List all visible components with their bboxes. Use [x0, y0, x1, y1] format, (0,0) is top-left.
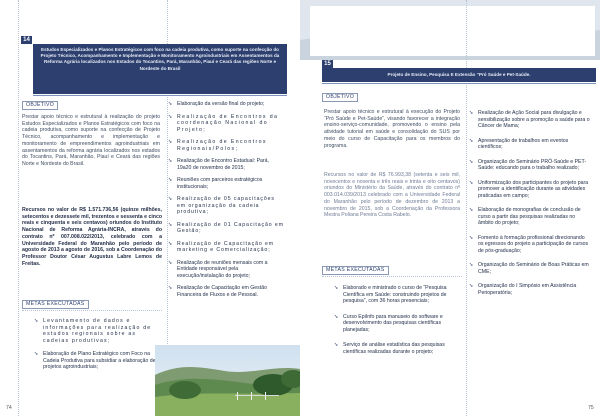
header-image — [300, 0, 600, 60]
metas-list-right — [469, 110, 591, 296]
project-title: Estudos Especializados e Planos Estratégicos com foco na cadeia produtiva, como suporte na confecção do Projeto Técnico, Acompanhamento e Implementação e Monitoramento Agroindustriais em Assentamentos da Reforma Agrária localizados nos Estados do Tocantins, Pará, Maranhão, Piauí e Ceará das regiões Norte e Nordeste do Brasil — [40, 47, 280, 71]
metas-list-left — [334, 285, 462, 355]
list-item: ➘ Realização de 05 capacitações em organização da cadeia produtiva; — [168, 196, 275, 215]
arrow-bullet-icon: ➘ — [469, 207, 474, 213]
arrow-bullet-icon: ➘ — [168, 196, 174, 202]
list-item: ➘ Realização de Encontros Regionais/Polos; — [168, 139, 267, 152]
metas-separator — [22, 310, 162, 311]
arrow-bullet-icon: ➘ — [168, 285, 173, 291]
header-photo — [300, 0, 600, 60]
arrow-bullet-icon: ➘ — [469, 283, 474, 289]
list-item: ➘ Organização do I Simpósio em Assistência Perioperatória; — [469, 283, 577, 296]
list-item: ➘ Realização de 01 Capacitação em Gestão; — [168, 221, 284, 234]
list-item: ➘ Elaboração da versão final do projeto; — [168, 101, 265, 107]
arrow-bullet-icon: ➘ — [334, 285, 339, 291]
list-item: ➘ Realização de Capacitação em Gestão Financeira de Fluxos e de Pessoal. — [168, 285, 267, 298]
page-number: 75 — [588, 405, 594, 411]
list-item: ➘ Reuniões com parceiros estratégicos institucionais; — [168, 177, 263, 190]
left-margin-line — [18, 0, 19, 416]
arrow-bullet-icon: ➘ — [34, 351, 39, 357]
arrow-bullet-icon: ➘ — [334, 313, 339, 320]
project-number-badge: 14 — [21, 36, 32, 44]
objetivo-text: Prestar apoio técnico e estrutural à realização do projeto Estudos Especializados e Planos Estratégicos com foco na cadeia produtiva, como suporte na confecção de Projeto Técnico, acompanhamento e implementação e monitoramento de empreendimentos agroindustriais em assentamentos da reforma agrária localizados nos estados do Tocantins, Pará, Maranhão, Piauí e Ceará das regiões Norte e Nordeste do Brasil. — [22, 114, 160, 167]
list-item: ➘ Elaboração de Plano Estratégico com Foco na Cadeia Produtiva para subsidiar a elaboração de projetos agroindustriais; — [34, 351, 156, 370]
arrow-bullet-icon: ➘ — [469, 262, 474, 268]
objetivo-label: OBJETIVO — [22, 101, 58, 110]
list-item: ➘ Realização de Ação Social para divulgação e sensibilização sobre a promoção a saúde para o Câncer de Mama; — [469, 110, 590, 129]
arrow-bullet-icon: ➘ — [168, 177, 173, 183]
project-title: Projeto de Ensino, Pesquisa E Extensão “Pró Saúde e Pet-Saúde. — [387, 72, 531, 77]
arrow-bullet-icon: ➘ — [334, 342, 339, 348]
metas-label: METAS EXECUTADAS — [322, 266, 389, 275]
arrow-bullet-icon: ➘ — [469, 234, 474, 241]
list-item: ➘ Realização de reuniões mensais com a Entidade responsável pela execução/instalação do projeto; — [168, 259, 268, 279]
arrow-bullet-icon: ➘ — [469, 158, 474, 165]
list-item: ➘ Levantamento de dados e informações para realização de estudos regionais sobre as cadeias produtivas; — [34, 318, 152, 344]
project-title-banner — [33, 44, 287, 94]
arrow-bullet-icon: ➘ — [469, 110, 474, 116]
arrow-bullet-icon: ➘ — [469, 179, 474, 186]
list-item: ➘ Organização do Seminário de Boas Práticas em CME; — [469, 262, 589, 275]
project-title-banner — [322, 68, 596, 82]
list-item: ➘ Realização de Encontro Estadual: Pará, 19a20 de novembro de 2015; — [168, 158, 269, 171]
list-item: ➘ Uniformização dos participantes do projeto para promover a identificação durante as atividades praticadas em campo; — [469, 179, 589, 199]
arrow-bullet-icon: ➘ — [168, 221, 174, 228]
funding-text: Recursos no valor de R$ 76.993,38 (setenta e seis mil, novecentos e noventa e três reais e trinta e oito centavos) oriundos do Ministério da Saúde, através do contrato nº 003.014.039/2013 celebrado com a Universidade Federal do Maranhão pelo período de dezembro de 2013 a novembro de 2015, sob a Coordenação da Professora Mestra Poliana Pereira Costa Rabelo. — [324, 172, 460, 219]
arrow-bullet-icon: ➘ — [34, 318, 40, 324]
arrow-bullet-icon: ➘ — [168, 101, 173, 107]
list-item: ➘ Elaboração de monografias de conclusão de curso a partir das pesquisas realizadas no âmbito do projeto; — [469, 207, 581, 226]
arrow-bullet-icon: ➘ — [168, 113, 174, 120]
metas-label: METAS EXECUTADAS — [22, 300, 89, 309]
list-item: ➘ Realização de Capacitação em marketing e Comercialização; — [168, 240, 275, 253]
objetivo-text: Prestar apoio técnico e estrutural à execução do Projeto “Pró Saúde e Pet-Saúde”, visando favorecer a integração ensino-serviço-comunidade, promovendo o ensino pela atividade tutorial em saúde e consolidação do SUS por meio do curso de Capacitação para os membros do programa. — [324, 109, 460, 149]
project-number-badge: 15 — [322, 60, 333, 68]
metas-list-left — [34, 318, 164, 371]
right-column-divider — [466, 0, 467, 416]
right-page — [300, 0, 600, 416]
arrow-bullet-icon: ➘ — [168, 158, 173, 164]
list-item: ➘ Serviço de análise estatística das pesquisas científicas realizadas durante o projeto; — [334, 342, 445, 355]
arrow-bullet-icon: ➘ — [168, 240, 174, 247]
page-number: 74 — [6, 405, 12, 411]
metas-separator — [322, 276, 462, 277]
arrow-bullet-icon: ➘ — [168, 259, 173, 266]
list-item: ➘ Realização de Encontros da coordenação Nacional do Projeto; — [168, 113, 279, 133]
list-item: ➘ Apresentação de trabalhos em eventos científicos; — [469, 137, 569, 150]
funding-text: Recursos no valor de R$ 1.571.736,56 (quinze milhões, setecentos e dezessete mil, trezentos e sessenta e cinco reais e cinquenta e seis centavos) oriundos do Instituto Nacional de Reforma Agrária-INCRA, através do contrato nº 007.008.022/2013, celebrado com a Universidade Federal do Maranhão pelo período de agosto de 2013 a agosto de 2016, sob a Coordenação do Professor Doutor César Augustus Labre Lemos de Freitas. — [22, 207, 162, 267]
landscape-image — [155, 345, 300, 416]
metas-list-right — [168, 101, 284, 298]
arrow-bullet-icon: ➘ — [469, 137, 474, 144]
objetivo-label: OBJETIVO — [322, 93, 358, 102]
list-item: ➘ Organização do Seminário PRÓ-Saúde e PET-Saúde: educando para o trabalho realizado; — [469, 158, 587, 171]
arrow-bullet-icon: ➘ — [168, 139, 174, 145]
landscape-photo — [155, 345, 300, 416]
list-item: ➘ Elaborado e ministrado o curso de “Pesquisa Científica em Saúde: construindo projetos de pesquisa”, com 36 horas presenciais; — [334, 285, 447, 304]
list-item: ➘ Curso EpiInfo para manuseio do software e desenvolvimento das pesquisas científicas planejadas; — [334, 313, 443, 333]
list-item: ➘ Fomento à formação profissional direcionando os egressos do projeto a participação de cursos de pós-graduação; — [469, 234, 589, 254]
